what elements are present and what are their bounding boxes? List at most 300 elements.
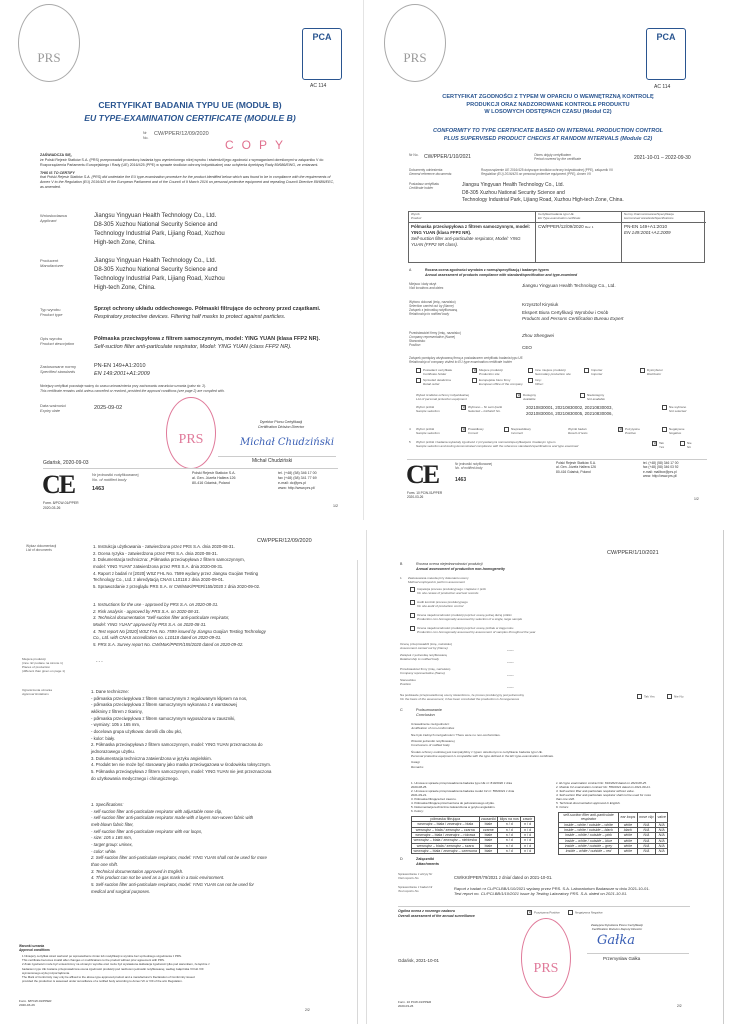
batch-numbers: 20210830004, 20210830005, 20210830006,: [526, 411, 613, 417]
table-cell: inside – white / outside – white: [559, 822, 619, 827]
limit-item-pl: włókniny z filtrem z tkaniny,: [91, 708, 143, 714]
method-checkbox-label-pl: Inspekcja procesu produkcyjnego i zapisów z prób: [417, 587, 486, 591]
s2b-label-pl: Przedstawiciel firmy (imię, nazwisko): [409, 331, 461, 335]
selected-label-pl: Wybrano – Nr serii /partii: [468, 405, 503, 409]
s1-label: [409, 282, 443, 290]
form-line: 2020-03-26: [43, 505, 61, 510]
table-cell: N/A: [655, 849, 667, 854]
checkbox-box[interactable]: [584, 368, 589, 373]
table-row: [412, 848, 535, 853]
docref-label: [409, 168, 452, 176]
remark-pl: 2020-08-25.: [411, 785, 428, 790]
conclusions-label-en: Conclusions of notified body: [411, 743, 450, 748]
relationship-options: [416, 368, 706, 386]
method-label-pl: Zastosowana metoda przy dokonaniu oceny: [408, 576, 469, 580]
relationship-checkbox[interactable]: [640, 368, 696, 376]
position-value: CEO: [522, 345, 532, 351]
places-label: [22, 657, 65, 673]
th-std-pl: Normy zharmonizowane/Specyfikacje: [624, 212, 675, 216]
document-item-pl: 5. Sprawozdanie z przeglądu PRS S.A. nr CW/MoK/PPER/155/2020 z dnia 2020-09-02.: [93, 583, 261, 589]
conditions-label: [19, 944, 50, 953]
position-label-en: Position: [409, 343, 421, 348]
product-description-label: [40, 336, 74, 346]
overall-en: Overall assessment of the annual surveillance: [398, 913, 475, 918]
nr-label: Nr No.: [409, 153, 419, 157]
section-b: B Roczna ocena niejednorodności produkcji Annual assessment of production non-homogeneity: [400, 562, 506, 571]
s3-label-en: Relationship of company visited to EU type examination certificate holder: [409, 360, 512, 365]
column-header: zauszniki: [481, 817, 496, 821]
not-selected-checkbox[interactable]: [662, 405, 686, 413]
limit-item-pl: 1. Dane techniczne:: [91, 689, 129, 694]
limits-label-en: Approval limitations: [22, 692, 49, 697]
relationship-checkbox-label-pl: Importer: [591, 368, 603, 372]
form-line: Form. 10 PCW-01/PPER: [398, 1000, 432, 1004]
homogeneity-yes-checkbox[interactable]: [637, 694, 655, 699]
s2a-label-en: Selection carried out by (Name): [409, 304, 454, 309]
validity-note: [40, 384, 225, 393]
document-item-en: 1. Instructions for the use - approved by PRS S.A. on 2020-08-31.: [93, 602, 219, 607]
certificate-number: CW/PPER/12/09/2020: [154, 131, 209, 137]
colors-table-en: [558, 812, 668, 855]
product-description-value: [94, 335, 320, 352]
s2b-label: [409, 331, 461, 348]
batch-numbers: 20210830001, 20210830002, 20210830003,: [526, 405, 613, 410]
company-representative: Zhou Shengwei: [522, 333, 554, 338]
s3-label: [409, 356, 523, 364]
manufacturer-address-line: High-tech Zone, China.: [94, 285, 156, 291]
relationship-checkbox[interactable]: [472, 368, 528, 376]
ppe-checkbox[interactable]: [580, 393, 636, 401]
table-cell: wewnątrz – biała / zewnątrz – niebieska: [412, 838, 480, 843]
table-cell: N/A: [655, 843, 667, 848]
table-cell: n / d: [521, 848, 535, 853]
batch-list: [526, 405, 613, 418]
checkbox-box[interactable]: ✕: [517, 393, 521, 398]
limit-item-pl: - kolor: biały.: [91, 735, 116, 741]
manufacturer-address-line: D8-305 Xuzhou National Security Science and: [94, 267, 218, 273]
table-header-row: [559, 813, 668, 823]
yes-en: Yes: [659, 445, 665, 450]
relationship-checkbox[interactable]: [528, 368, 584, 376]
limit-item-pl: - półmaska przeciwpyłowa z filtrem samoczynnym wyposażona w zauszniki,: [91, 715, 236, 721]
overall-positive-checkbox[interactable]: ✕ Pozytywna Positive: [528, 910, 560, 915]
section-b-en: Annual assessment of production non-homogeneity: [416, 566, 506, 571]
limit-item-pl: 4. Produkt ten nie może być stosowany jako maska przeciwgazowa w środowisku toksycznym.: [91, 762, 272, 768]
form-id: [43, 501, 79, 510]
company-rep-label: [400, 667, 450, 686]
docref-value-en: Regulation (EU) 2016/425 on personal protective equipment (PPE), Annex VII: [481, 172, 591, 177]
assessment-by-value: -----: [507, 647, 514, 652]
accreditation-number: AC 114: [654, 84, 671, 90]
s5-label-en: Sample selection and testing demonstrated compliance with the reference standards/specifications and type examined: [416, 444, 579, 449]
s2a-values: [522, 300, 623, 322]
ppe-label-pl: Wykaz środków ochrony indywidualnej: [416, 393, 469, 397]
documents-list-en: [93, 602, 266, 649]
place-date: Gdańsk, 2021-10-01: [398, 958, 440, 963]
relationship-checkbox-text: [591, 368, 603, 376]
method-checkbox[interactable]: [410, 587, 536, 595]
manufacturer-value: [94, 257, 225, 293]
product-type-label-pl: Typ wyrobu: [40, 307, 61, 312]
company-rep-value: -----: [507, 671, 514, 677]
s2a-label-pl: Wyboru dokonał (imię, nazwisko): [409, 300, 456, 304]
prs-address: [556, 461, 596, 474]
limit-item-pl: 5. Półmaska przeciwpyłowa z filtrem samoczynnym, model: YING YUAN nie jest przeznaczona: [91, 768, 272, 774]
deputy-title: [591, 923, 643, 931]
incorrect-pl: Nieprawidłowy: [511, 427, 531, 431]
table-cell: n / d: [498, 832, 521, 837]
conditions-list: [22, 954, 210, 983]
table-cell: inside – white / outside – black: [559, 827, 619, 832]
holder-line: Technology Industrial Park, Lijiang Road, Xuzhou High-tech Zone, China.: [462, 197, 624, 203]
relationship-checkbox[interactable]: [584, 368, 640, 376]
remarks-label-pl: Uwagi: [411, 760, 420, 765]
limits-list-pl: [91, 689, 271, 782]
no-label: Nie No: [674, 694, 684, 699]
document-item-pl: Technology Co., Ltd. z akredytacją CNAS L10118 z dnia 2020-09-01.: [93, 577, 225, 583]
negative-checkbox[interactable]: [662, 427, 684, 435]
title-pl-line: PRODUKCJI ORAZ NADZOROWANE KONTROLE PRODUKTU: [466, 101, 630, 108]
company-rep-en: Company representative (Name): [400, 671, 445, 676]
relation-en: Products and Persons Certification Bureau Expert: [522, 315, 624, 321]
section-d: D Załączniki Attachments: [400, 857, 439, 867]
yes-checkbox[interactable]: ✕ Tak Yes: [653, 441, 665, 450]
method-checkbox-label-en: On site audit of production control: [417, 604, 464, 609]
checkbox-box[interactable]: [410, 600, 415, 605]
document-item-en: 4. Test report No [2020] WSZ FHL No. 7599 issued by Jiangsu Guojian Testing Technology: [93, 628, 266, 634]
th-cert-en: EU Type-examination certificate: [538, 215, 581, 220]
document-item-en: Co., Ltd. with CNAS accreditation no. L10118 dated on 2020-09-01.: [93, 635, 222, 641]
applicant-address-line: Jiangsu Yingyuan Health Technology Co., Ltd.: [94, 213, 217, 219]
form-line: 2020-03-26: [19, 1003, 35, 1008]
visit-reports-pl: Sprawozdanie z wizyty Nr: [398, 872, 433, 876]
relationship-checkbox-text: [423, 368, 452, 376]
s1-label-pl: Miejsca i daty wizyt: [409, 282, 437, 286]
notified-body-number: 1463: [92, 486, 105, 492]
table-cell: white: [619, 843, 638, 848]
section-c: C Podsumowanie Conclusion: [400, 708, 442, 718]
table-cell: N/A: [655, 838, 667, 843]
expiry-date: 2025-09-02: [94, 405, 123, 411]
places-label-line: (inne niż podane na stronie 1): [22, 661, 63, 666]
section-d-pl: Załączniki: [416, 857, 435, 861]
negative-label: Negatywna Negative: [575, 910, 603, 915]
s4-label-pl: Wybór próbki: [416, 427, 435, 431]
remark-en: 1. EU type examination contract No: 810/2020 dated on 2020-08-25.: [556, 781, 647, 785]
checkbox-box[interactable]: [472, 378, 477, 383]
applicant-label-en: Applicant: [40, 218, 57, 224]
sample-label-pl: Wybór próbki: [416, 405, 435, 409]
table-cell: wewnątrz – biała / zewnątrz – czerwona: [413, 848, 478, 853]
limits-list-en: [91, 802, 267, 895]
applicant-address-line: High-tech Zone, China.: [94, 240, 156, 246]
selection-by: Krzysztof Kirysiuk: [522, 302, 559, 307]
visit-reports-en: Visit reports No.: [398, 875, 420, 880]
method-checkbox-label-pl: Audit kontroli procesu produkcyjnego: [417, 600, 468, 605]
copy-watermark: COPY: [225, 138, 292, 152]
sample-label: [416, 405, 440, 413]
checkbox-box[interactable]: ✕: [473, 368, 477, 373]
method-checkbox-label-en: Production non-homogeneity assessed by selection of a single, large sample: [417, 617, 523, 622]
overall-pl: Ogólna ocena z rocznego nadzoru: [398, 909, 455, 913]
position-label-pl: Stanowisko: [400, 678, 416, 683]
test-reports-en-value: Test report no. CL/PCLBB/1/10/2021 issue by Testing Laboratory PRS. S.A. dated on 2021-10-01.: [454, 891, 628, 897]
contact-line: tel. (+48) (58) 346 17 00: [643, 461, 679, 465]
prs-stamp-text: PRS: [533, 961, 559, 977]
checkbox-box[interactable]: [640, 368, 645, 373]
s3-label-pl: Związek pomiędzy wizytowaną firmą a posiadaczem certyfikatu badania typu UE: [409, 356, 523, 360]
positive-checkbox[interactable]: ✕ Pozytywne Positive: [619, 427, 640, 436]
relationship-checkbox[interactable]: [416, 378, 472, 386]
product-type-label-en: Product type: [40, 312, 63, 318]
overall-negative-checkbox[interactable]: [568, 910, 603, 915]
product-table: [408, 211, 705, 263]
expiry-label-pl: Data ważności: [40, 403, 67, 408]
ppe-label-en: List of personal protection equipment: [416, 397, 467, 402]
limit-item-en: melt-blown fabric filter,: [91, 821, 134, 827]
checkbox-box[interactable]: [410, 587, 415, 592]
standards-column: [622, 212, 706, 262]
product-description-en: Self-suction filter anti-particulate respirator, Model: YING YUAN (class FFP2 NR).: [94, 344, 292, 351]
limit-item-pl: - docelowa grupa użytkowa: dorośli dla obu płci,: [91, 728, 183, 734]
holder-label-en: Certificate holder: [409, 186, 434, 191]
relationship-checkbox-label-en: Retail outlet: [423, 382, 440, 387]
method-checkbox[interactable]: [410, 613, 536, 621]
correct-pl: Prawidłowy: [468, 427, 484, 431]
limit-item-en: 2. Self-suction filter anti-particulate respirator, model: YING YUAN shall not be used for more: [91, 855, 267, 861]
relationship-checkbox-label-pl: Sprzedaż detaliczna: [423, 378, 451, 383]
expiry-label: [40, 403, 66, 413]
docref-label-pl: Dokumenty odniesienia:: [409, 168, 444, 172]
ppe-checkbox[interactable]: [516, 393, 572, 401]
page-number: 1/2: [333, 504, 338, 508]
position-label-pl: Stanowisko: [409, 339, 426, 344]
places-label-line: Places of production: [22, 665, 51, 670]
ppe-checkbox-label-en: Available: [523, 397, 536, 402]
remark-en: than one shift.: [556, 797, 575, 802]
product-type-value: [94, 305, 320, 322]
method-checkbox-text: [417, 613, 522, 621]
notified-body-label: [92, 472, 138, 482]
checkbox-box[interactable]: [528, 368, 533, 373]
result-label-en: Result of tests: [568, 431, 588, 436]
relationship-checkbox-text: [479, 378, 523, 386]
relationship-checkbox-label-pl: Europejskie biuro firmy: [479, 378, 511, 383]
title-pl: CERTYFIKAT BADANIA TYPU UE (MODUŁ B): [98, 100, 282, 110]
certificate-number: CW/PPER/1/10/2021: [424, 154, 471, 160]
condition-line: 1 Niniejszy certyfikat straci ważność po wprowadzeniu zmian lub modyfikacji w wyrobie bez uprzedniego uzgodnienia z PRS.: [22, 954, 182, 958]
correct-checkbox[interactable]: ✕ Prawidłowy Correct: [462, 427, 484, 436]
table-cell: N/A: [655, 822, 667, 827]
table-cell: n / d: [498, 848, 521, 853]
relationship-checkbox[interactable]: [528, 378, 584, 386]
title-en-line: CONFORMITY TO TYPE CERTIFICATE BASED ON INTERNAL PRODUCTION CONTROL: [432, 128, 664, 134]
applicant-address-line: Technology Industrial Park, Lijiang Road, Xuzhou: [94, 231, 225, 237]
remark-en: 2. Module C2 examination contract No: 556/2021 dated on 2021-09-21.: [556, 785, 651, 790]
table-cell: N/A: [637, 827, 655, 832]
table-cell: wewnątrz – biała / zewnątrz – biała: [412, 822, 480, 827]
checkbox-box[interactable]: [410, 626, 415, 631]
table-cell: N/A: [637, 833, 655, 838]
relationship-checkbox-label-en: Production site: [479, 372, 500, 377]
form-id: [19, 999, 51, 1007]
places-label-line: Miejsca produkcji: [22, 657, 46, 661]
product-type-pl: Sprzęt ochrony układu oddechowego. Półmaski filtrujące do ochrony przed cząstkami.: [94, 306, 321, 312]
selected-label-en: Selected – lot/batch No.: [468, 409, 501, 414]
limit-item-en: - target group: unisex,: [91, 841, 133, 847]
prs-contact: [278, 471, 317, 490]
table-cell: n / d: [521, 822, 535, 827]
applicant-value: [94, 212, 225, 248]
applicant-address-line: D8-305 Xuzhou National Security Science and: [94, 222, 218, 228]
method-checkbox-label-pl: Ocena niejednorodności produkcji poprzez ocenę próbek w ciągu roku: [417, 626, 514, 631]
relationship-checkbox-label-pl: Miejsce produkcji: [479, 368, 503, 372]
th-cert-pl: Certyfikat badania typu UE: [538, 212, 574, 216]
certify-pl: [40, 153, 335, 190]
limit-item-pl: 2. Półmaska przeciwpyłowa z filtrem samoczynnym, model: YING YUAN przeznaczona do: [91, 742, 263, 748]
selected-checkbox[interactable]: ✕ Wybrano – Nr serii /partii Selected – lot/batch No.: [462, 405, 503, 414]
relationship-checkbox-label-pl: Posiadacz certyfikatu: [423, 368, 453, 372]
relationship-checkbox-text: [535, 368, 571, 376]
conditions-label-pl: Warunki uznania: [19, 944, 45, 948]
document-item-en: Model: YING YUAN" approved by PRS S.A. on 2020-08-31.: [93, 621, 207, 627]
relation-label-pl: Związek z jednostką notyfikowaną: [409, 308, 458, 313]
position-value: -----: [507, 684, 514, 690]
document-item-en: 2. Risk analysis - approved by PRS S.A. on 2020-08-31.: [93, 608, 201, 614]
colors-table-pl: [411, 816, 535, 854]
limit-item-pl: jednorazowego użytku.: [91, 748, 135, 754]
table-cell: n / d: [498, 843, 521, 848]
table-cell: black: [619, 827, 638, 832]
relationship-checkbox[interactable]: [416, 368, 472, 376]
checkbox-box[interactable]: [410, 613, 415, 618]
condition-line: provided the production is assessed under surveillance of a notified body according to Annex VII or VIII of the a/m Regulation.: [22, 979, 183, 984]
relationship-checkbox-label-pl: Inny:: [535, 378, 542, 383]
ppe-checkbox-text: [587, 393, 605, 401]
section-a-en: Annual assessment of products compliance with standard/specification and type-examined: [425, 272, 578, 277]
divider: [398, 906, 690, 907]
docref-label-en: General reference documents:: [409, 172, 453, 177]
method-checkbox-label-pl: Ocena niejednorodności produkcji poprzez ocenę jednej dużej próbki: [417, 613, 512, 618]
test-reports-en: Test reports No.: [398, 888, 420, 893]
position-label-en: Position: [400, 682, 412, 687]
assessment-by-pl: Ocenę przeprowadził (imię, nazwisko): [400, 642, 453, 646]
ppe-options: [516, 393, 636, 401]
checkbox-box[interactable]: [580, 393, 585, 398]
method-checkbox[interactable]: [410, 626, 536, 634]
notified-body-label-en: No. of notified body: [92, 477, 127, 483]
remarks-list-en: [556, 781, 651, 809]
exam-cert-number: CW/PPER/12/09/2020: [538, 223, 584, 229]
limits-label-pl: Ograniczenia uznania: [22, 688, 52, 692]
places-label-line: (different than given on page 1): [22, 669, 65, 674]
notified-body-label-en: No. of notified body: [455, 466, 483, 471]
limit-item-en: 1. Specifications:: [91, 802, 124, 807]
relationship-checkbox[interactable]: [472, 378, 528, 386]
address-line: 80-416 Gdańsk, Poland: [556, 469, 591, 474]
title-pl-line: W LOSOWYCH ODSTĘPACH CZASU (Moduł C2): [484, 109, 612, 116]
checkbox-box[interactable]: [416, 368, 421, 373]
no-checkbox[interactable]: [680, 441, 692, 449]
homogeneity-no-checkbox[interactable]: [667, 694, 683, 699]
document-item-en: 5. PRS S.A. Survey report No. CW/MoK/PPER/155/2020 dated on 2020-09-02.: [93, 641, 244, 647]
table-cell: inside – white / outside – pink: [559, 833, 619, 838]
page-divider: [363, 0, 364, 520]
prs-logo-text: PRS: [37, 50, 61, 66]
table-row: [559, 849, 668, 854]
prs-stamp-text: PRS: [178, 432, 204, 448]
table-cell: białe: [479, 843, 498, 848]
deputy-name: Przemysław Gałka: [603, 956, 641, 961]
period-value: 2021-10-01 – 2022-09-30: [634, 155, 691, 161]
deputy-signature: Gałka: [597, 933, 635, 948]
product-description-label-en: Product description: [40, 341, 75, 347]
pca-logo: [302, 28, 342, 80]
test-reports-pl: Sprawozdanie z badań Nr: [398, 885, 433, 889]
product-pl: Półmaska przeciwpyłowa z filtrem samoczynnym, model: YING YUAN (klasa FFP2 NR).: [411, 223, 531, 235]
holder-value: [462, 182, 624, 205]
document-item-pl: model: YING YUAN" zatwierdzona przez PRS S.A. dnia 2020-08-31.: [93, 563, 224, 569]
limit-item-en: 5. Self-suction filter anti-particulate respirator, model: YING YUAN can not be used for: [91, 881, 254, 887]
condition-line: badaniem typu UE zostanie przeprowadzona ocena zgodności produkcji pod nadzorem jednostki notyfikowanej, według załącznika VII lub VIII: [22, 966, 204, 971]
conclusion-block: [411, 722, 554, 769]
manufacturer-label-en: Manufacturer: [40, 263, 64, 269]
method-label-en: Method employed to perform assessment: [408, 580, 465, 585]
ppe-checkbox-text: [523, 393, 536, 401]
certificate-reference: CW/PPER/1/10/2021: [607, 550, 659, 556]
validity-note-pl: Niniejszy certyfikat pozostaje ważny do czasu unieważnienia przy zachowaniu warunków uznania (patrz str. 2).: [40, 384, 207, 388]
standard-en: EN 149:2001+A1:2009: [94, 371, 150, 378]
footer-divider: [407, 459, 707, 460]
negative-pl: Negatywne: [669, 427, 685, 431]
table-cell: N/A: [655, 833, 667, 838]
remark-en: 4. Self-suction filter anti-particulate respirator shall not be used for more: [556, 793, 652, 798]
pca-logo-text: PCA: [656, 32, 676, 42]
relationship-checkbox-label-en: Distributor: [647, 372, 662, 377]
contact-line: fax (+48) (58) 346 03 92: [643, 465, 679, 470]
remarks-label-en: Remarks: [411, 764, 424, 769]
checkbox-box[interactable]: [416, 378, 421, 383]
relation-pl: Ekspert Biura Certyfikacji Wyrobów i Osób: [522, 309, 609, 315]
incorrect-en: Incorrect: [511, 431, 524, 436]
table-cell: white: [619, 838, 638, 843]
prs-logo: [384, 4, 446, 82]
manufacturer-label: [40, 258, 64, 268]
document-item-pl: 1. Instrukcja użytkowania - zatwierdzona przez PRS S.A. dnia 2020-08-31.: [93, 544, 235, 549]
ce-mark: CE: [406, 460, 439, 489]
method-checkbox[interactable]: [410, 600, 536, 608]
certify-en-text: that Polski Rejestr Statków S.A. (PRS) did undertake the EU type-examination procedure for the product identified below which was found to be in compliance with the requirements of Annex V to the Regulation (EU) 2016/425 of the European Parliament and of the Council of 9 March 2016 on personal protective equipment and repealing Council Directive 89/686/EEC, as amended.: [40, 175, 335, 190]
s5-label-pl: Wybór próbki i badania wykazały zgodność z przywołanymi normami/specyfikacjami i badanym typem: [416, 440, 556, 444]
document-item-pl: 3. Dokumentacja techniczna: „Półmaska przeciwpyłowa z filtrem samoczynnym,: [93, 557, 245, 563]
limits-label: [22, 688, 52, 696]
condition-line: This certificate becomes invalid after changes or modifications to the product without prior agreement with PRS.: [22, 958, 165, 963]
certify-pl-head: ZAŚWIADCZA SIĘ,: [40, 153, 72, 157]
relationship-checkbox-label-pl: Inne miejsce produkcji: [535, 368, 566, 372]
checkbox-box[interactable]: [528, 378, 533, 383]
manufacturer-address-line: Jiangsu Yingyuan Health Technology Co., Ltd.: [94, 258, 217, 264]
product-description-label-pl: Opis wyrobu: [40, 336, 63, 341]
relation-label-en: Relationship to notified body: [400, 657, 439, 662]
yes-label: Tak Yes: [644, 694, 655, 699]
table-cell: N/A: [637, 838, 655, 843]
incorrect-checkbox[interactable]: [504, 427, 531, 435]
homogeneity-pl: Na podstawie przeprowadzonej oceny stwierdzono, że proces produkcyjny jest jednorodny: [400, 693, 524, 697]
limit-item-en: than one shift.: [91, 861, 118, 867]
relationship-checkbox-label-en: European office of the company: [479, 382, 523, 387]
manufacturer-address-line: Technology Industrial Park, Lijiang Road, Xuzhou: [94, 276, 225, 282]
limit-item-pl: - wymiary: 105 x 165 mm,: [91, 722, 141, 728]
